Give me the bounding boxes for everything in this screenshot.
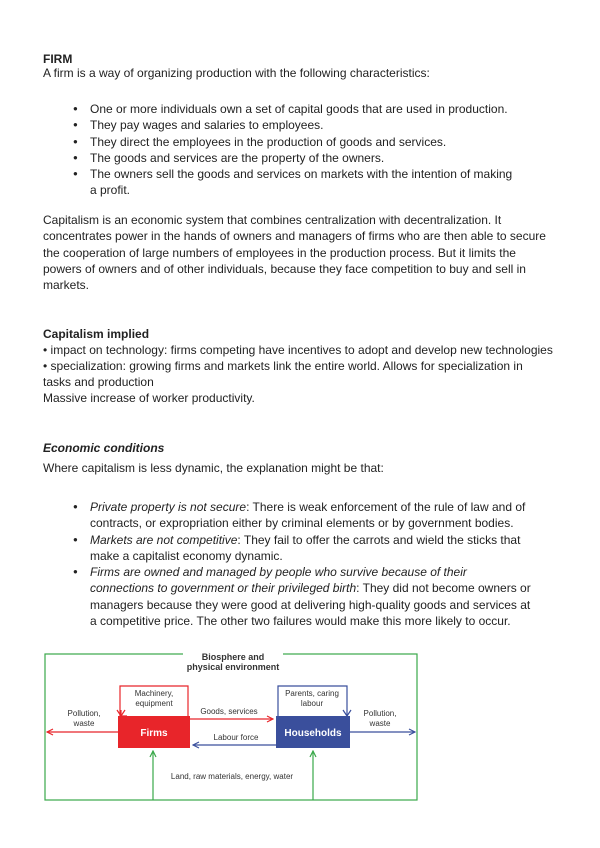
capitalism-paragraph: Capitalism is an economic system that combines centralization with decentralization. It concentrates power in the hands of owners and managers of firms who are then able to secure the cooperation of large numbers of employees in the production process. But it limits the powers of owners and of other individuals, because they face competition to buy and sell in markets. <box>43 213 546 293</box>
firm-heading: FIRM <box>43 52 73 66</box>
conditions-intro: Where capitalism is less dynamic, the explanation might be that: <box>43 461 384 475</box>
list-item: ● They pay wages and salaries to employees. <box>44 117 514 133</box>
condition-emphasis: Private property is not secure <box>90 500 247 514</box>
list-item: ● They direct the employees in the production of goods and services. <box>44 134 514 150</box>
condition-text: : They did not become owners or managers because they were good at delivering high-quality goods and services at a competitive price. The other two failures would make this more likely to occur. <box>90 581 531 629</box>
list-item: ● The goods and services are the property of the owners. <box>44 150 514 166</box>
pollution-left-line1: Pollution, <box>67 709 101 718</box>
condition-emphasis: Markets are not competitive <box>90 532 238 547</box>
condition-emphasis: Firms are owned and managed by people who survive because of their connections to government or their privileged birth <box>90 565 467 596</box>
parents-label-line1: Parents, caring <box>285 689 339 698</box>
implied-productivity: Massive increase of worker productivity. <box>43 391 255 405</box>
households-label: Households <box>284 728 342 739</box>
list-item: ● The owners sell the goods and services on markets with the intention of making a profit. <box>44 166 514 199</box>
biosphere-title-line1: Biosphere and <box>201 652 265 662</box>
resources-label: Land, raw materials, energy, water <box>170 772 294 781</box>
economic-conditions-heading: Economic conditions <box>43 441 165 455</box>
labour-label: Labour force <box>213 733 259 742</box>
machinery-label-line2: equipment <box>135 699 173 708</box>
goods-label: Goods, services <box>200 707 258 716</box>
pollution-left-line2: waste <box>73 719 95 728</box>
capitalism-implied-heading: Capitalism implied <box>43 327 150 341</box>
machinery-label-line1: Machinery, <box>134 689 174 698</box>
firm-intro: A firm is a way of organizing production with the following characteristics: <box>43 66 430 80</box>
parents-label-line2: labour <box>300 699 324 708</box>
condition-text: : There is weak enforcement of the rule of law and of contracts, or expropriation either by criminal elements or by government bodies. <box>90 500 526 531</box>
condition-text: : They fail to offer the carrots and wield the sticks that make a capitalist economy dynamic. <box>90 532 521 563</box>
implied-technology: • impact on technology: firms competing have incentives to adopt and develop new technologies <box>43 343 553 357</box>
firms-label: Firms <box>140 728 168 739</box>
biosphere-title-line2: physical environment <box>186 662 280 672</box>
pollution-right-line1: Pollution, <box>363 709 397 718</box>
list-item: ● One or more individuals own a set of capital goods that are used in production. <box>44 101 514 117</box>
implied-specialization: • specialization: growing firms and markets link the entire world. Allows for specialization in tasks and production <box>43 359 523 390</box>
pollution-right-line2: waste <box>369 719 391 728</box>
